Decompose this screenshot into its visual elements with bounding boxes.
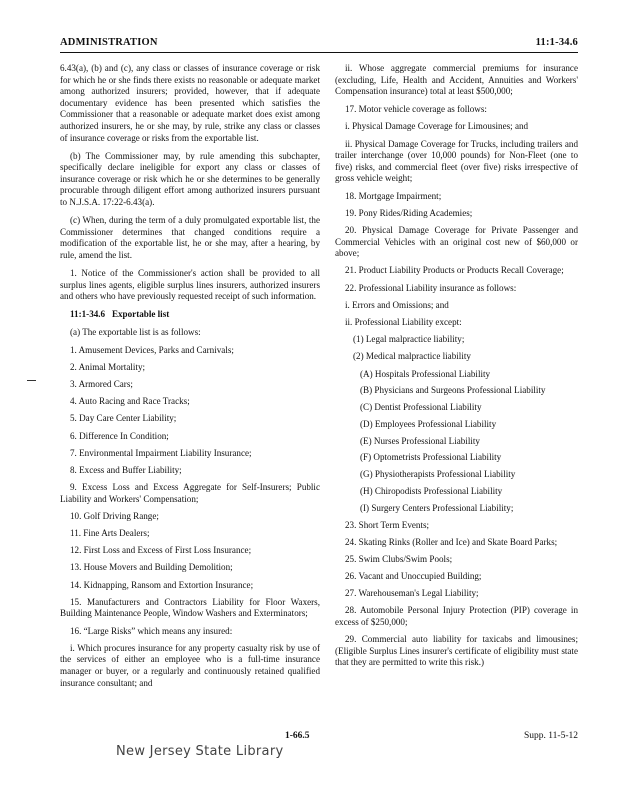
list-subitem: ii. Whose aggregate commercial premiums for insurance (excluding, Life, Health and Accident, Annuities and Workers' Compensation insurance) total at least $500,000; [335,63,578,97]
list-item: 5. Day Care Center Liability; [70,413,177,424]
list-subsubitem: (F) Optometrists Professional Liability [360,452,502,463]
page-number: 1-66.5 [285,731,310,741]
list-subsubitem: (A) Hospitals Professional Liability [360,368,491,379]
list-item: 10. Golf Driving Range; [70,510,159,521]
header-title: ADMINISTRATION [60,37,158,48]
section-title: Exportable list [111,309,170,320]
list-item: 21. Product Liability Products or Products Recall Coverage; [345,265,564,276]
list-subsubitem: (G) Physiotherapists Professional Liability [360,469,516,480]
section-number: 11:1-34.6 [70,309,106,320]
running-header [60,37,578,51]
list-subsubitem: (I) Surgery Centers Professional Liability; [360,502,514,513]
list-item: 12. First Loss and Excess of First Loss Insurance; [70,545,252,556]
list-item: 20. Physical Damage Coverage for Private Passenger and Commercial Vehicles with an original cost new of $60,000 or above; [335,225,578,259]
list-subitem: i. Physical Damage Coverage for Limousines; and [345,121,529,132]
list-subitem: (2) Medical malpractice liability [353,351,471,362]
list-item: 7. Environmental Impairment Liability Insurance; [70,447,252,458]
list-subitem: i. Errors and Omissions; and [345,299,449,310]
list-item: 23. Short Term Events; [345,519,430,530]
list-item: 26. Vacant and Unoccupied Building; [345,571,482,582]
list-item: 25. Swim Clubs/Swim Pools; [345,553,453,564]
list-subsubitem: (E) Nurses Professional Liability [360,435,480,446]
list-item: 8. Excess and Buffer Liability; [70,464,182,475]
list-subsubitem: (C) Dentist Professional Liability [360,402,482,413]
list-item: 2. Animal Mortality; [70,361,146,372]
paragraph-c1: 1. Notice of the Commissioner's action shall be provided to all surplus lines agents, eligible surplus lines insurers, authorized insurers and others who have previously requested receipt of such information. [60,268,320,302]
library-stamp: New Jersey State Library [116,744,284,759]
paragraph-c: (c) When, during the term of a duly promulgated exportable list, the Commissioner determines that changed conditions require a modification of the exportable list, he or she may, after a hearing, by rule, amend the list. [60,215,320,260]
margin-mark [27,380,36,381]
header-rule [60,52,578,53]
supplement-date: Supp. 11-5-12 [523,731,578,741]
list-intro: (a) The exportable list is as follows: [70,327,201,338]
list-item: 19. Pony Rides/Riding Academies; [345,207,473,218]
list-subsubitem: (H) Chiropodists Professional Liability [360,485,503,496]
list-subitem: ii. Professional Liability except: [345,316,462,327]
list-item: 22. Professional Liability insurance as follows: [345,282,517,293]
list-item: 11. Fine Arts Dealers; [70,528,150,539]
right-column [335,63,578,675]
list-item: 16. “Large Risks” which means any insured: [70,625,233,636]
list-item: 29. Commercial auto liability for taxicabs and limousines; (Eligible Surplus Lines insurer's certificate of eligibility must state that they are permitted to write this risk.) [335,634,578,668]
list-item: 17. Motor vehicle coverage as follows: [345,104,487,115]
list-subitem: i. Which procures insurance for any property casualty risk by use of the services of either an employee who is a full-time insurance manager or buyer, or a regularly and continuously retained qualified insurance consultant; and [60,642,320,688]
list-item: 18. Mortgage Impairment; [345,190,442,201]
section-heading [60,309,320,321]
list-item: 4. Auto Racing and Race Tracks; [70,396,190,407]
header-section-number: 11:1-34.6 [535,37,578,48]
list-item: 24. Skating Rinks (Roller and Ice) and Skate Board Parks; [345,536,558,547]
left-column [60,63,320,695]
list-item: 13. House Movers and Building Demolition; [70,562,233,573]
list-item: 9. Excess Loss and Excess Aggregate for Self-Insurers; Public Liability and Workers' Compensation; [60,482,320,504]
paragraph-b: (b) The Commissioner may, by rule amending this subchapter, specifically declare ineligible for export any class or classes of insurance coverage or risk which he or she determines to be generally procurable through diligent effort among authorized insurers pursuant to N.J.S.A. 17:22-6.43(a). [60,150,320,208]
list-item: 14. Kidnapping, Ransom and Extortion Insurance; [70,579,254,590]
list-item: 6. Difference In Condition; [70,430,169,441]
paragraph-continuation: 6.43(a), (b) and (c), any class or classes of insurance coverage or risk for which he or she finds there exists no reasonable or adequate market among authorized insurers; provided, however, that if adequate documentary evidence has been presented which satisfies the Commissioner that a reasonable or adequate market does exist among authorized insurers, he or she may, by rule, strike any class or classes of insurance coverage or risks from the exportable list. [60,63,320,143]
list-item: 3. Armored Cars; [70,378,133,389]
list-subitem: (1) Legal malpractice liability; [353,334,465,345]
list-item: 15. Manufacturers and Contractors Liability for Floor Waxers, Building Maintenance People, Window Washers and Exterminators; [60,596,320,619]
list-subsubitem: (D) Employees Professional Liability [360,418,497,429]
list-subsubitem: (B) Physicians and Surgeons Professional Liability [360,385,546,396]
list-subitem: ii. Physical Damage Coverage for Trucks, including trailers and trailer interchange (over 10,000 pounds) for Non-Fleet (one to five) risks, and commercial fleet (over five) risks irrespective of gross vehicle weight; [335,138,578,184]
list-item: 27. Warehouseman's Legal Liability; [345,588,479,599]
list-item: 1. Amusement Devices, Parks and Carnivals; [70,344,234,355]
list-item: 28. Automobile Personal Injury Protection (PIP) coverage in excess of $250,000; [335,605,578,628]
